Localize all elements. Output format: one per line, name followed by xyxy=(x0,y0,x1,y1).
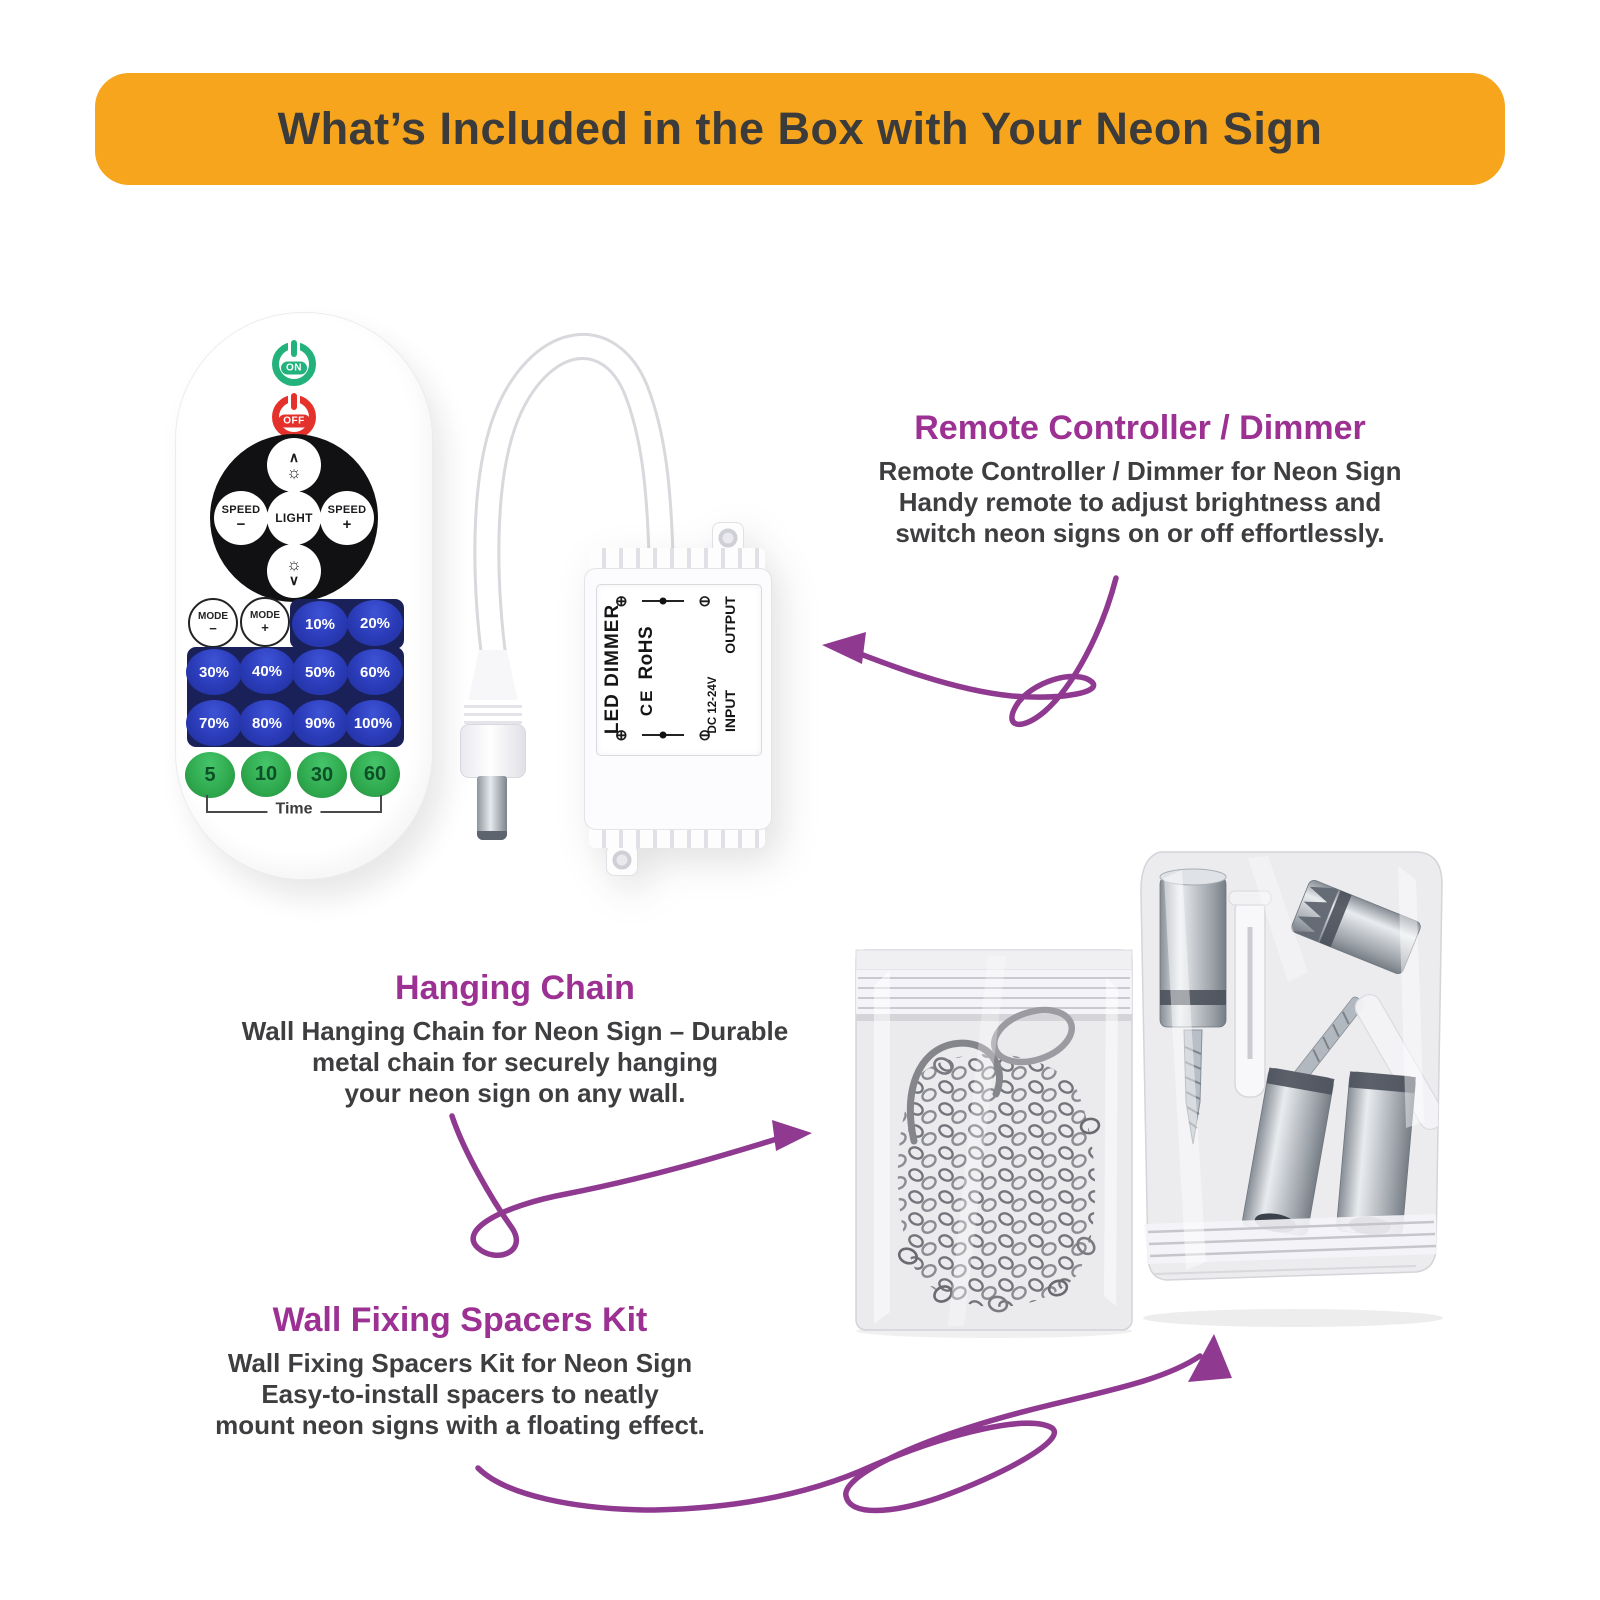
chain-section-heading: Hanging Chain xyxy=(395,969,635,1007)
sun-icon: ☼ xyxy=(286,554,302,574)
dimmer-label xyxy=(596,584,762,756)
terminal-minus-icon: ⊖ xyxy=(698,593,711,610)
body-line: switch neon signs on or off effortlessly. xyxy=(895,518,1385,548)
terminal-plus-icon: ⊕ xyxy=(615,593,628,610)
chain-section xyxy=(225,968,805,1109)
body-line: metal chain for securely hanging xyxy=(312,1047,718,1077)
remote-section xyxy=(840,408,1440,549)
percent-button: 20% xyxy=(347,600,403,646)
time-bracket xyxy=(206,795,382,818)
dc-voltage-label: DC 12-24V xyxy=(707,676,719,734)
ce-mark: CE xyxy=(637,688,656,717)
time-button: 10 xyxy=(241,751,291,797)
chain-section-body xyxy=(225,1016,805,1109)
percent-button: 100% xyxy=(345,700,401,746)
body-line: mount neon signs with a floating effect. xyxy=(215,1410,705,1440)
terminal-plus-icon: ⊕ xyxy=(615,727,628,744)
body-line: Wall Fixing Spacers Kit for Neon Sign xyxy=(227,1348,693,1378)
output-terminals xyxy=(615,592,711,610)
spacers-section-body xyxy=(165,1348,755,1441)
dc-plug-barrel xyxy=(460,724,526,778)
speed-plus-button: SPEED + xyxy=(320,491,374,545)
percent-button: 90% xyxy=(292,700,348,746)
percent-button: 60% xyxy=(347,649,403,695)
off-label: OFF xyxy=(278,415,310,428)
dc-plug-strain-relief xyxy=(468,650,518,702)
body-line: your neon sign on any wall. xyxy=(344,1078,686,1108)
curved-arrow-chain-icon xyxy=(452,1116,812,1255)
power-on-button xyxy=(269,339,319,389)
percent-button: 50% xyxy=(292,649,348,695)
input-terminals xyxy=(615,726,711,744)
bag-shadow xyxy=(1143,1309,1443,1327)
brightness-down-button xyxy=(267,544,321,598)
output-label: OUTPUT xyxy=(722,596,738,654)
page-title: What’s Included in the Box with Your Neon Sign xyxy=(277,103,1323,154)
percent-button: 40% xyxy=(239,648,295,694)
time-button: 60 xyxy=(350,751,400,797)
remote-section-heading: Remote Controller / Dimmer xyxy=(914,409,1366,447)
speed-minus-button: SPEED − xyxy=(214,491,268,545)
chevron-down-icon: ∨ xyxy=(288,571,300,588)
dimmer-title: LED DIMMER xyxy=(602,603,623,735)
sun-icon: ☼ xyxy=(286,462,302,482)
curved-arrow-remote-icon xyxy=(822,578,1116,724)
percent-button: 10% xyxy=(292,601,348,647)
terminal-minus-icon: ⊖ xyxy=(698,727,711,744)
percent-button: 70% xyxy=(186,700,242,746)
wall-spacers-bag-photo xyxy=(1098,822,1468,1357)
body-line: Wall Hanging Chain for Neon Sign – Durable xyxy=(241,1016,789,1046)
led-dimmer-box xyxy=(584,548,770,848)
dimmer-body xyxy=(584,568,772,830)
ce-rohs-marks xyxy=(636,626,658,716)
input-label: INPUT xyxy=(722,690,738,732)
rohs-mark: RoHS xyxy=(636,625,657,680)
remote-section-body xyxy=(840,456,1440,549)
dc-plug-ribs xyxy=(464,700,522,726)
body-line: Remote Controller / Dimmer for Neon Sign xyxy=(878,456,1402,486)
spacers-section-heading: Wall Fixing Spacers Kit xyxy=(272,1301,648,1339)
mode-minus-button: MODE − xyxy=(188,598,238,648)
terminal-wire-icon xyxy=(642,734,684,736)
brightness-up-button xyxy=(267,438,321,492)
power-bar-icon xyxy=(291,393,297,410)
remote-controller-photo xyxy=(175,312,433,880)
on-label: ON xyxy=(281,362,307,375)
spacers-section xyxy=(165,1300,755,1441)
direction-pad xyxy=(210,434,378,602)
dc-plug-metal-tip xyxy=(477,776,507,840)
body-line: Easy-to-install spacers to neatly xyxy=(261,1379,659,1409)
wall-plug-anchor xyxy=(1229,891,1271,1097)
chevron-up-icon: ∧ xyxy=(288,448,300,465)
time-button: 30 xyxy=(297,752,347,798)
mode-plus-button: MODE + xyxy=(240,597,290,647)
time-label: Time xyxy=(267,801,320,819)
percent-button: 80% xyxy=(239,700,295,746)
hanging-chain-bag-photo xyxy=(848,926,1140,1338)
header-banner xyxy=(95,73,1505,185)
time-button: 5 xyxy=(185,752,235,798)
power-bar-icon xyxy=(291,340,297,357)
light-button: LIGHT xyxy=(267,491,321,545)
percent-button: 30% xyxy=(186,649,242,695)
mounting-ear-bottom xyxy=(606,844,638,876)
body-line: Handy remote to adjust brightness and xyxy=(898,487,1382,517)
terminal-wire-icon xyxy=(642,600,684,602)
metal-spacer-mid-2 xyxy=(1336,1071,1416,1237)
